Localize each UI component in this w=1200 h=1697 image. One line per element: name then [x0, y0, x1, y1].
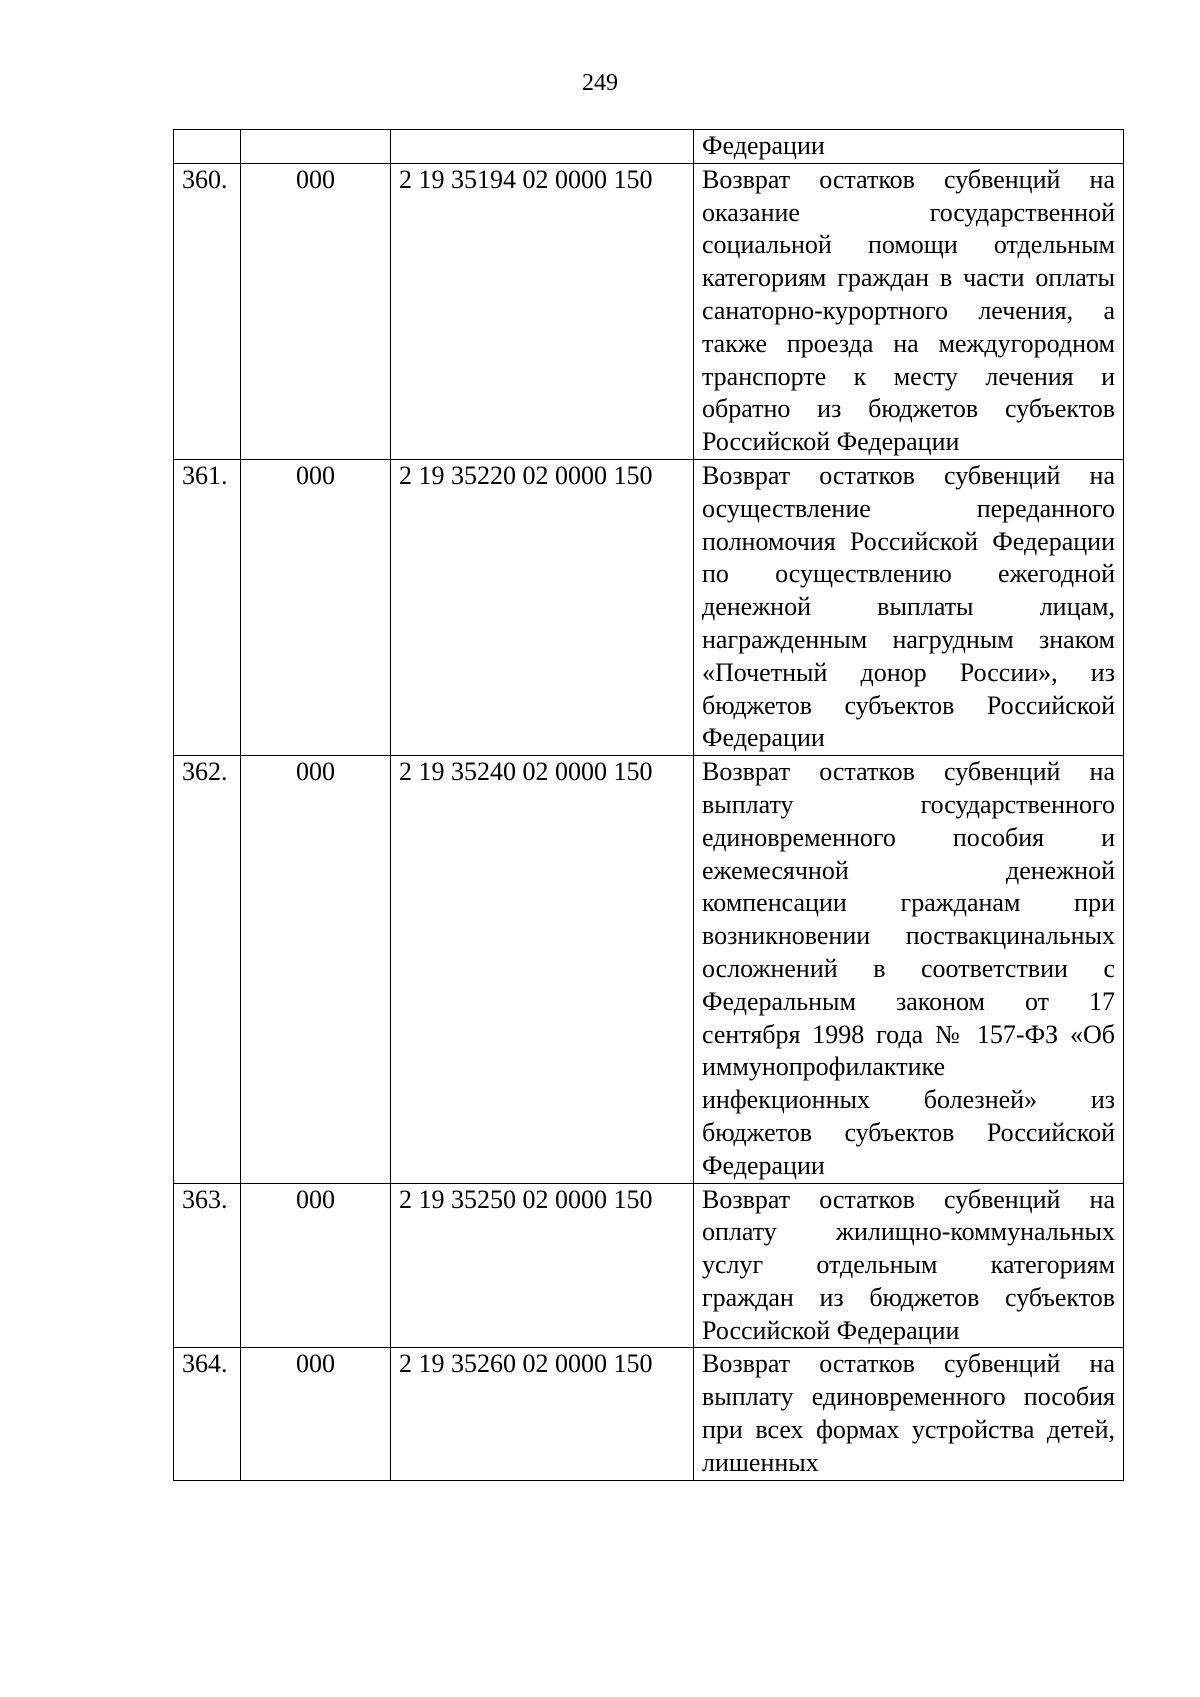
income-code-cell: 2 19 35260 02 0000 150 — [391, 1348, 694, 1480]
description-cell: Возврат остатков субвенций на оказание государственной социальной помощи отдельным категориям граждан в части оплаты санаторно-курортного лечения, а также проезда на междугородном транспорте к месту лечения и обратно из бюджетов субъектов Российской Федерации — [694, 163, 1124, 459]
table-row — [174, 163, 1124, 459]
description-cell: Возврат остатков субвенций на выплату единовременного пособия при всех формах устройства детей, лишенных — [694, 1348, 1124, 1480]
description-cell: Возврат остатков субвенций на выплату государственного единовременного пособия и ежемесячной денежной компенсации гражданам при возникновении поствакцинальных осложнений в соответствии с Федеральным законом от 17 сентября 1998 года № 157-ФЗ «Об иммунопрофилактике инфекционных болезней» из бюджетов субъектов Российской Федерации — [694, 756, 1124, 1183]
description-cell: Федерации — [694, 130, 1124, 164]
income-code-cell: 2 19 35220 02 0000 150 — [391, 459, 694, 755]
admin-code-cell: 000 — [241, 459, 391, 755]
admin-code-cell: 000 — [241, 163, 391, 459]
admin-code-cell: 000 — [241, 756, 391, 1183]
row-number-cell: 363. — [174, 1183, 241, 1348]
income-code-cell: 2 19 35240 02 0000 150 — [391, 756, 694, 1183]
row-number-cell: 364. — [174, 1348, 241, 1480]
table-row — [174, 459, 1124, 755]
description-cell: Возврат остатков субвенций на осуществление переданного полномочия Российской Федерации по осуществлению ежегодной денежной выплаты лицам, награжденным нагрудным знаком «Почетный донор России», из бюджетов субъектов Российской Федерации — [694, 459, 1124, 755]
table-row — [174, 1348, 1124, 1480]
table-row-continuation — [174, 130, 1124, 164]
table-row — [174, 756, 1124, 1183]
row-number-cell: 360. — [174, 163, 241, 459]
income-code-cell: 2 19 35250 02 0000 150 — [391, 1183, 694, 1348]
row-number-cell: 362. — [174, 756, 241, 1183]
description-cell: Возврат остатков субвенций на оплату жилищно-коммунальных услуг отдельным категориям граждан из бюджетов субъектов Российской Федерации — [694, 1183, 1124, 1348]
row-number-cell: 361. — [174, 459, 241, 755]
admin-code-cell: 000 — [241, 1348, 391, 1480]
budget-codes-table — [173, 129, 1124, 1481]
income-code-cell: 2 19 35194 02 0000 150 — [391, 163, 694, 459]
page-number: 249 — [582, 70, 618, 96]
row-number-cell — [174, 130, 241, 164]
table-row — [174, 1183, 1124, 1348]
admin-code-cell: 000 — [241, 1183, 391, 1348]
income-code-cell — [391, 130, 694, 164]
admin-code-cell — [241, 130, 391, 164]
